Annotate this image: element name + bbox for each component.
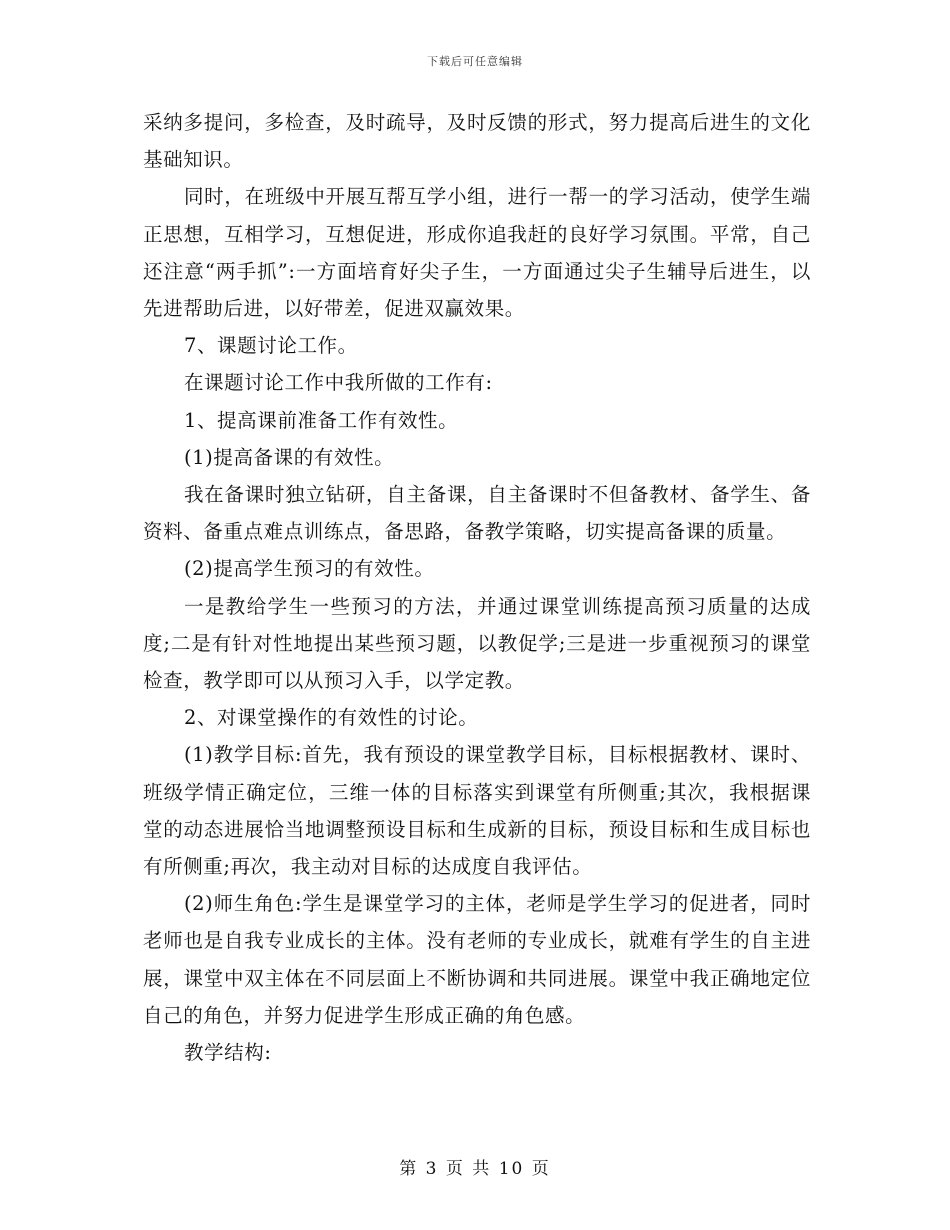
paragraph: 一是教给学生一些预习的方法，并通过课堂训练提高预习质量的达成度;二是有针对性地提出某些预习题，以教促学;三是进一步重视预习的课堂检查，教学即可以从预习入手，以学定教。 — [143, 594, 811, 693]
subsection-heading: 1、提高课前准备工作有效性。 — [183, 408, 459, 432]
paragraph: 我在备课时独立钻研，自主备课，自主备课时不但备教材、备学生、备资料、备重点难点训练点，备思路，备教学策略，切实提高备课的质量。 — [143, 483, 811, 544]
section-heading: 7、课题讨论工作。 — [183, 334, 358, 358]
subsection-heading: (1)提高备课的有效性。 — [183, 445, 395, 469]
paragraph: (2)师生角色:学生是课堂学习的主体，老师是学生学习的促进者，同时老师也是自我专业成长的主体。没有老师的专业成长，就难有学生的自主进展，课堂中双主体在不同层面上不断协调和共同进展。课堂中我正确地定位自己的角色，并努力促进学生形成正确的角色感。 — [143, 892, 811, 1027]
document-body — [143, 104, 811, 1071]
paragraph: (1)教学目标:首先，我有预设的课堂教学目标，目标根据教材、课时、班级学情正确定位，三维一体的目标落实到课堂有所侧重;其次，我根据课堂的动态进展恰当地调整预设目标和生成新的目标，预设目标和生成目标也有所侧重;再次，我主动对目标的达成度自我评估。 — [143, 743, 811, 879]
page-footer: 第 3 页 共 10 页 — [399, 1159, 551, 1179]
subsection-heading: 2、对课堂操作的有效性的讨论。 — [183, 706, 479, 730]
paragraph: 在课题讨论工作中我所做的工作有: — [183, 371, 493, 395]
subsection-heading: (2)提高学生预习的有效性。 — [183, 557, 435, 581]
paragraph: 采纳多提问，多检查，及时疏导，及时反馈的形式，努力提高后进生的文化基础知识。 — [143, 111, 811, 172]
paragraph: 同时，在班级中开展互帮互学小组，进行一帮一的学习活动，使学生端正思想，互相学习，互想促进，形成你追我赶的良好学习氛围。平常，自己还注意“两手抓”:一方面培育好尖子生，一方面通过尖子生辅导后进生，以先进帮助后进，以好带差，促进双赢效果。 — [143, 185, 811, 321]
page-header: 下载后可任意编辑 — [427, 55, 523, 68]
paragraph: 教学结构: — [183, 1041, 272, 1065]
